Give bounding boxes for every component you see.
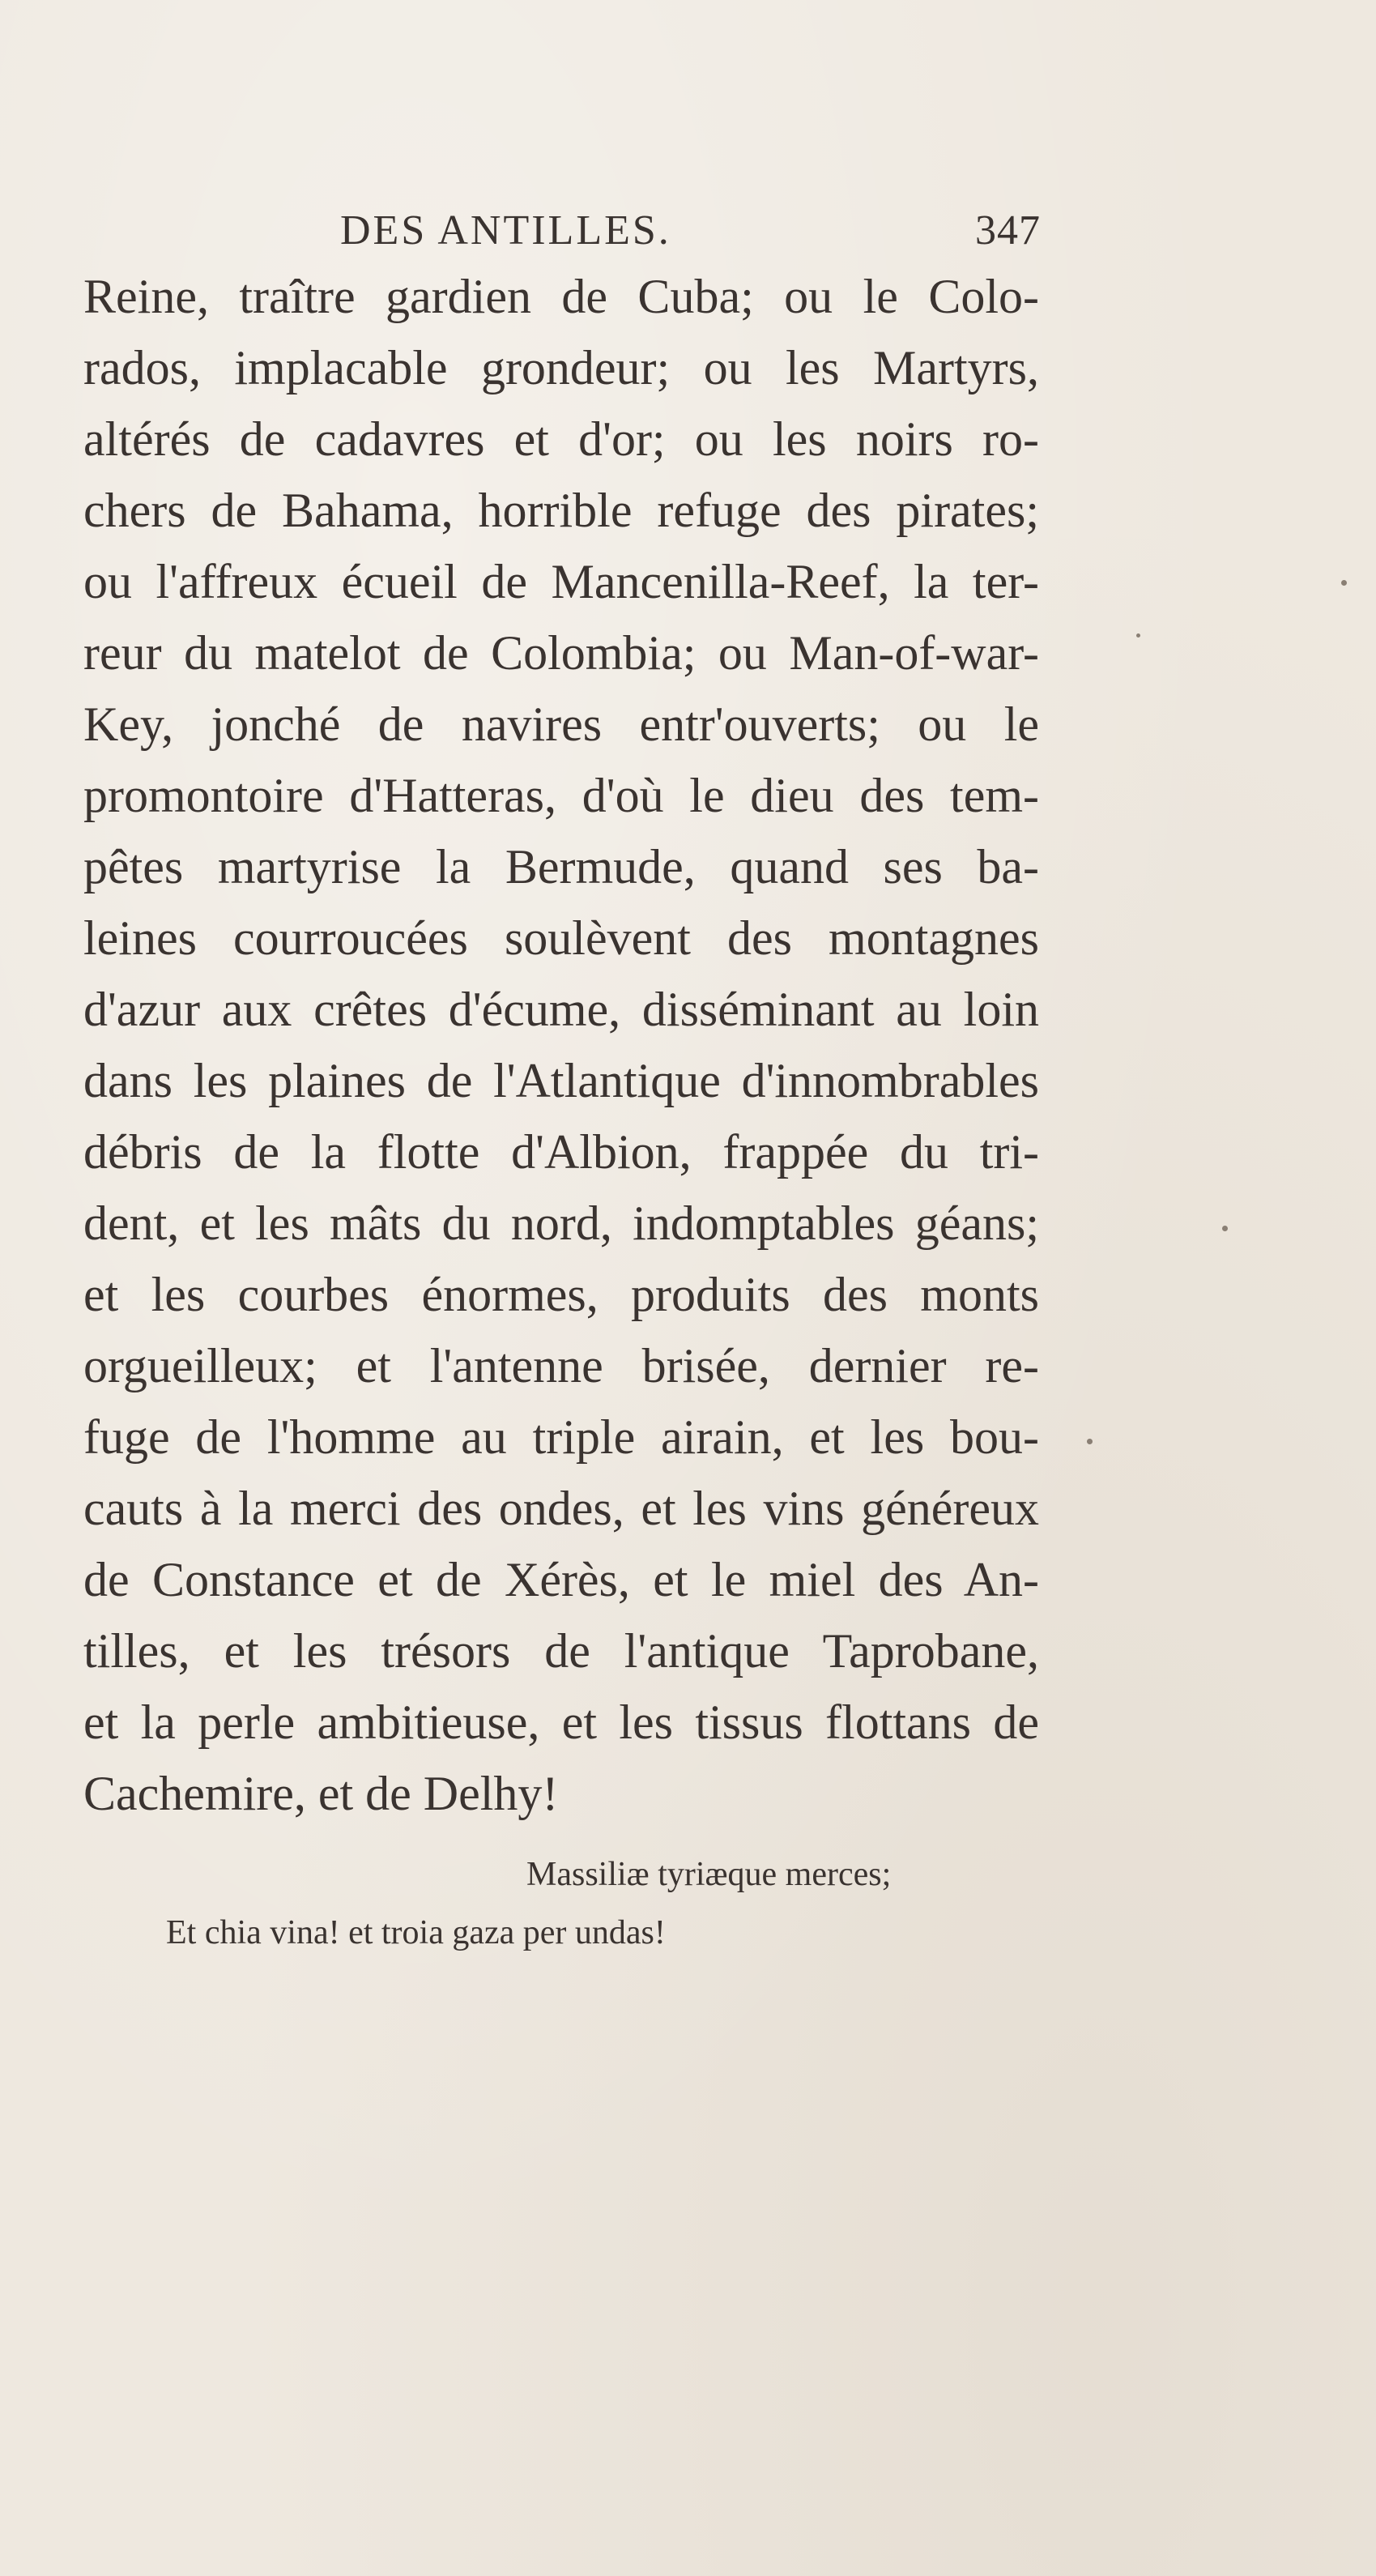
page-number: 347 bbox=[975, 207, 1041, 254]
text-line: altérés de cadavres et d'or; ou les noirs ro- bbox=[83, 412, 1039, 466]
text-line: Cachemire, et de Delhy! bbox=[83, 1767, 559, 1820]
text-line: pêtes martyrise la Bermude, quand ses ba- bbox=[83, 840, 1039, 893]
text-line: reur du matelot de Colombia; ou Man-of-war- bbox=[83, 626, 1039, 680]
text-line: ou l'affreux écueil de Mancenilla-Reef, la ter- bbox=[83, 555, 1039, 608]
text-line: d'azur aux crêtes d'écume, disséminant au loin bbox=[83, 983, 1039, 1036]
text-line: dans les plaines de l'Atlantique d'innombrables bbox=[83, 1054, 1039, 1107]
text-line: et les courbes énormes, produits des monts bbox=[83, 1268, 1039, 1321]
text-line: leines courroucées soulèvent des montagnes bbox=[83, 911, 1039, 965]
text-line: dent, et les mâts du nord, indomptables géans; bbox=[83, 1196, 1039, 1250]
paper-speck bbox=[1136, 633, 1140, 638]
quotation-line-2: Et chia vina! et troia gaza per undas! bbox=[166, 1914, 666, 1951]
text-line: orgueilleux; et l'antenne brisée, dernier re- bbox=[83, 1339, 1039, 1392]
text-line: et la perle ambitieuse, et les tissus flottans de bbox=[83, 1695, 1039, 1749]
text-line: cauts à la merci des ondes, et les vins généreux bbox=[83, 1482, 1039, 1535]
text-line: débris de la flotte d'Albion, frappée du tri- bbox=[83, 1125, 1039, 1179]
running-title: DES ANTILLES. bbox=[340, 207, 671, 254]
body-text bbox=[83, 261, 1039, 1829]
paper-speck bbox=[1222, 1226, 1228, 1231]
text-line: rados, implacable grondeur; ou les Martyrs, bbox=[83, 341, 1039, 395]
quotation-line-1: Massiliæ tyriæque merces; bbox=[526, 1856, 892, 1893]
text-line: Key, jonché de navires entr'ouverts; ou le bbox=[83, 697, 1039, 751]
paper-speck bbox=[1341, 580, 1347, 586]
text-line: promontoire d'Hatteras, d'où le dieu des tem- bbox=[83, 769, 1039, 822]
text-line: fuge de l'homme au triple airain, et les bou- bbox=[83, 1410, 1039, 1464]
text-line: Reine, traître gardien de Cuba; ou le Colo- bbox=[83, 270, 1039, 323]
paper-speck bbox=[1087, 1439, 1093, 1444]
text-line: tilles, et les trésors de l'antique Taprobane, bbox=[83, 1624, 1039, 1678]
text-line: de Constance et de Xérès, et le miel des An- bbox=[83, 1553, 1039, 1606]
text-line: chers de Bahama, horrible refuge des pirates; bbox=[83, 484, 1039, 537]
